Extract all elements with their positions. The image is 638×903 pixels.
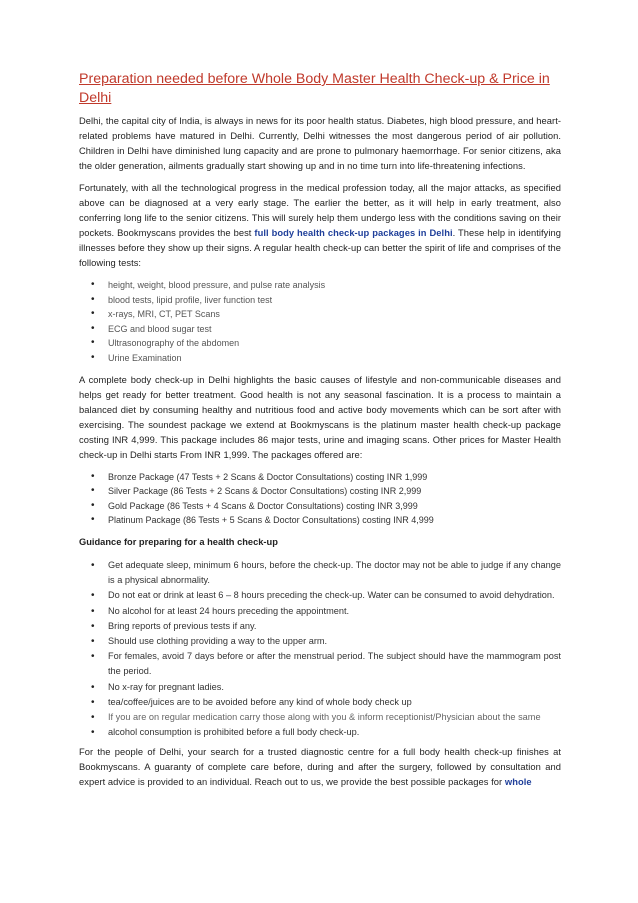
list-item: • Bronze Package (47 Tests + 2 Scans & Doctor Consultations) costing INR 1,999 bbox=[79, 470, 561, 485]
list-item: • Get adequate sleep, minimum 6 hours, before the check-up. The doctor may not be able to judge if any change is a physical abnormality. bbox=[91, 559, 561, 586]
progress-paragraph bbox=[79, 181, 561, 271]
list-item: • Platinum Package (86 Tests + 5 Scans & Doctor Consultations) costing INR 4,999 bbox=[79, 513, 561, 528]
tests-list bbox=[79, 278, 561, 366]
bullet-icon: • bbox=[91, 605, 95, 617]
list-item: • For females, avoid 7 days before or after the menstrual period. The subject should have the mammogram post the period. bbox=[91, 651, 561, 677]
full-body-packages-link[interactable]: full body health check-up packages in Delhi bbox=[254, 228, 453, 238]
bullet-icon: • bbox=[91, 293, 95, 305]
bullet-icon: • bbox=[91, 559, 95, 571]
list-item: • Gold Package (86 Tests + 4 Scans & Doctor Consultations) costing INR 3,999 bbox=[79, 499, 561, 514]
progress-paragraph-text: Fortunately, with all the technological progress in the medical profession today, all the major attacks, as specified above can be diagnosed at a very early stage. The earlier the better, as it will help in early treatment, also conferring long life to the senior citizens. This will surely help them undergo less with the conditions saving on their pockets. Bookmyscans provides the best bbox=[79, 183, 561, 238]
bullet-icon: • bbox=[91, 711, 95, 723]
packages-list bbox=[79, 470, 561, 528]
list-item: • Do not eat or drink at least 6 – 8 hours preceding the check-up. Water can be consumed to avoid dehydration. bbox=[79, 588, 561, 603]
bullet-icon: • bbox=[91, 620, 95, 632]
guidance-list bbox=[79, 558, 561, 740]
bullet-icon: • bbox=[91, 590, 95, 602]
list-item: • Ultrasonography of the abdomen bbox=[79, 336, 561, 351]
closing-paragraph bbox=[79, 745, 561, 790]
list-item: • No alcohol for at least 24 hours preceding the appointment. bbox=[79, 604, 561, 619]
bullet-icon: • bbox=[91, 279, 95, 290]
list-item: • If you are on regular medication carry those along with you & inform receptionist/Physician about the same bbox=[79, 710, 561, 725]
list-item: • alcohol consumption is prohibited before a full body check-up. bbox=[79, 725, 561, 740]
bullet-icon: • bbox=[91, 308, 95, 320]
intro-paragraph: Delhi, the capital city of India, is always in news for its poor health status. Diabetes, high blood pressure, and heart-related problems have matured in Delhi. Currently, Delhi witnesses the most dangerous period of air pollution. Children in Delhi have diminished lung capacity and are prone to pulmonary haemorrhage. For senior citizens, aka the older generation, ailments gradually start showing up and in no time turn into life-threatening infections. bbox=[79, 116, 561, 171]
bullet-icon: • bbox=[91, 470, 95, 482]
document-title: Preparation needed before Whole Body Master Health Check-up & Price in Delhi bbox=[79, 71, 550, 106]
list-item: • x-rays, MRI, CT, PET Scans bbox=[79, 307, 561, 322]
list-item: • Should use clothing providing a way to the upper arm. bbox=[79, 634, 561, 649]
bullet-icon: • bbox=[91, 635, 95, 647]
bullet-icon: • bbox=[91, 322, 95, 334]
bullet-icon: • bbox=[91, 727, 95, 739]
list-item: • No x-ray for pregnant ladies. bbox=[79, 680, 561, 695]
bullet-icon: • bbox=[91, 681, 95, 693]
list-item: • tea/coffee/juices are to be avoided before any kind of whole body check up bbox=[79, 695, 561, 710]
list-item: • ECG and blood sugar test bbox=[79, 322, 561, 337]
document-content bbox=[79, 70, 561, 797]
bullet-icon: • bbox=[91, 499, 95, 511]
list-item: • blood tests, lipid profile, liver function test bbox=[79, 293, 561, 308]
bullet-icon: • bbox=[91, 485, 95, 497]
bullet-icon: • bbox=[91, 351, 95, 363]
closing-paragraph-text: For the people of Delhi, your search for a trusted diagnostic centre for a full body health check-up finishes at Bookmyscans. A guaranty of complete care before, during and after the surgery, followed by consultation and expert advice is provided to an individual. Reach out to us, we provide the best possible packages for bbox=[79, 747, 561, 788]
bullet-icon: • bbox=[91, 514, 95, 526]
bullet-icon: • bbox=[91, 337, 95, 349]
bullet-icon: • bbox=[91, 651, 95, 663]
list-item: • Bring reports of previous tests if any. bbox=[79, 619, 561, 634]
guidance-heading: Guidance for preparing for a health check-up bbox=[79, 536, 278, 547]
progress-paragraph-tail: . These help in identifying illnesses before they show up their signs. A regular health check-up can better the spirit of life and comprises of the following tests: bbox=[79, 228, 561, 268]
whole-body-link[interactable]: whole bbox=[504, 777, 532, 788]
bullet-icon: • bbox=[91, 696, 95, 708]
list-item: • Urine Examination bbox=[79, 351, 561, 366]
checkup-paragraph: A complete body check-up in Delhi highlights the basic causes of lifestyle and non-communicable diseases and helps get ready for better treatment. Good health is not any seasonal fascination. It is a process to maintain a balanced diet by consuming healthy and nutritious food and active body movements which can be sort after with exercising. The soundest package we extend at Bookmyscans is the platinum master health check-up package costing INR 4,999. This package includes 86 major tests, urine and imaging scans. Other prices for Master Health check-up in Delhi starts From INR 1,999. The packages offered are: bbox=[79, 374, 561, 460]
list-item: • Silver Package (86 Tests + 2 Scans & Doctor Consultations) costing INR 2,999 bbox=[79, 484, 561, 499]
list-item: • height, weight, blood pressure, and pulse rate analysis bbox=[79, 278, 561, 293]
